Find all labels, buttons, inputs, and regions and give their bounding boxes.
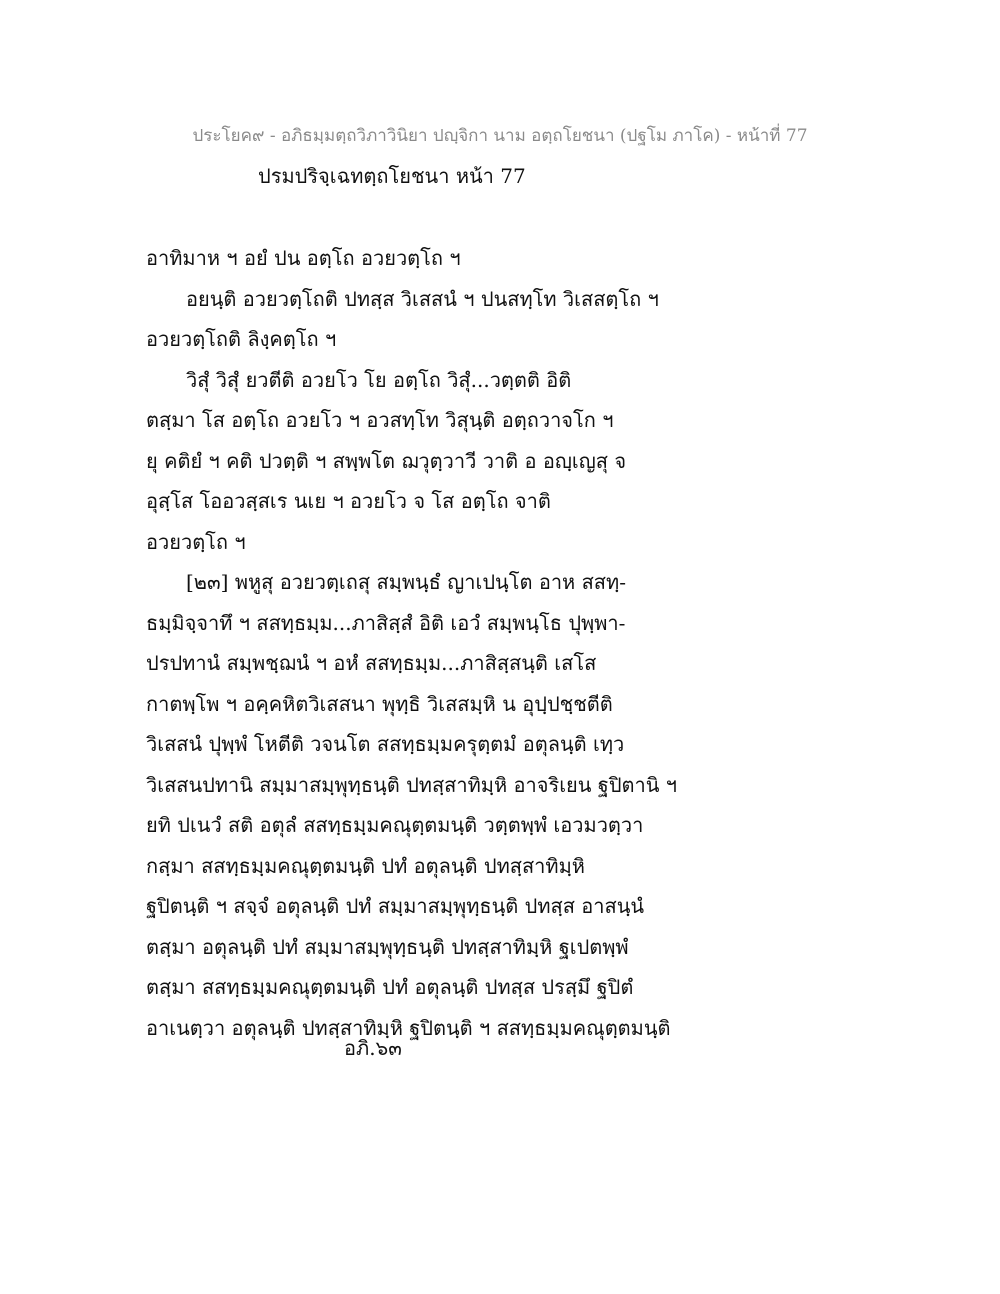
- body-text: [146, 238, 706, 1048]
- text-line: ตสฺมา โส อตฺโถ อวยโว ฯ อวสทฺโท วิสุนฺติ อตฺถวาจโก ฯ: [146, 408, 614, 432]
- text-line: อาเนตฺวา อตุลนฺติ ปทสฺสาทิมฺหิ ฐปิตนฺติ ฯ สสทฺธมฺมคณุตฺตมนฺติ: [146, 1015, 671, 1040]
- text-line: วิเสสนปทานิ สมฺมาสมฺพุทฺธนฺติ ปทสฺสาทิมฺหิ อาจริเยน ฐปิตานิ ฯ: [146, 772, 678, 797]
- text-line: ธมฺมิจฺจาทึ ฯ สสทฺธมฺม...ภาสิสฺสํ อิติ เอวํ สมฺพนฺโธ ปุพฺพา-: [146, 610, 626, 635]
- text-line: กสฺมา สสทฺธมฺมคณุตฺตมนฺติ ปทํ อตุลนฺติ ปทสฺสาทิมฺหิ: [146, 853, 585, 878]
- text-line: วิสุํ วิสุํ ยวตีติ อวยโว โย อตฺโถ วิสุํ...วตฺตติ อิติ: [186, 367, 572, 392]
- text-line: กาตพฺโพ ฯ อคฺคหิตวิเสสนา พุทฺธิ วิเสสมฺหิ น อุปฺปชฺชตีติ: [146, 691, 613, 716]
- text-line: ตสฺมา สสทฺธมฺมคณุตฺตมนฺติ ปทํ อตุลนฺติ ปทสฺส ปรสฺมึ ฐปิตํ: [146, 975, 634, 999]
- running-title: ประโยค๙ - อภิธมฺมตฺถวิภาวินิยา ปญฺจิกา นาม อตฺถโยชนา (ปฐโม ภาโค) - หน้าที่ 77: [192, 126, 808, 146]
- text-line: อุสฺโส โออวสฺสเร นเย ฯ อวยโว จ โส อตฺโถ จาติ: [146, 489, 551, 513]
- running-header: [0, 122, 1000, 149]
- text-line: อวยวตฺโถติ ลิงฺคตฺโถ ฯ: [146, 327, 337, 351]
- text-line: ปรปทานํ สมฺพชฺฌนํ ฯ อหํ สสทฺธมฺม...ภาสิสฺสนฺติ เสโส: [146, 651, 597, 675]
- text-line: ยุ คติยํ ฯ คติ ปวตฺติ ฯ สพฺพโต ฌวุตฺวาวี วาติ อ อญฺเญสุ จ: [146, 448, 627, 473]
- section-title: ปรมปริจฺเฉทตฺถโยชนา หน้า 77: [258, 164, 526, 188]
- text-line: ฐปิตนฺติ ฯ สจฺจํ อตุลนฺติ ปทํ สมฺมาสมฺพุทฺธนฺติ ปทสฺส อาสนฺนํ: [146, 894, 645, 918]
- text-line: อยนฺติ อวยวตฺโถติ ปทสฺส วิเสสนํ ฯ ปนสทฺโท วิเสสตฺโถ ฯ: [186, 286, 659, 311]
- text-line: [๒๓] พหูสุ อวยวตฺเถสุ สมฺพนฺธํ ญาเปนฺโต อาห สสทฺ-: [186, 570, 626, 594]
- text-line: ยทิ ปเนวํ สติ อตุลํ สสทฺธมฺมคณุตฺตมนฺติ วตฺตพฺพํ เอวมวตฺวา: [146, 813, 644, 837]
- text-line: อวยวตฺโถ ฯ: [146, 529, 246, 554]
- text-line: ตสฺมา อตุลนฺติ ปทํ สมฺมาสมฺพุทฺธนฺติ ปทสฺสาทิมฺหิ ฐเปตพฺพํ: [146, 934, 629, 959]
- text-line: อาทิมาห ฯ อยํ ปน อตฺโถ อวยวตฺโถ ฯ: [146, 246, 461, 270]
- text-line: วิเสสนํ ปุพฺพํ โหตีติ วจนโต สสทฺธมฺมครุตฺตมํ อตุลนฺติ เทฺว: [146, 732, 625, 756]
- page-signature: อภิ.๖๓: [344, 1036, 402, 1060]
